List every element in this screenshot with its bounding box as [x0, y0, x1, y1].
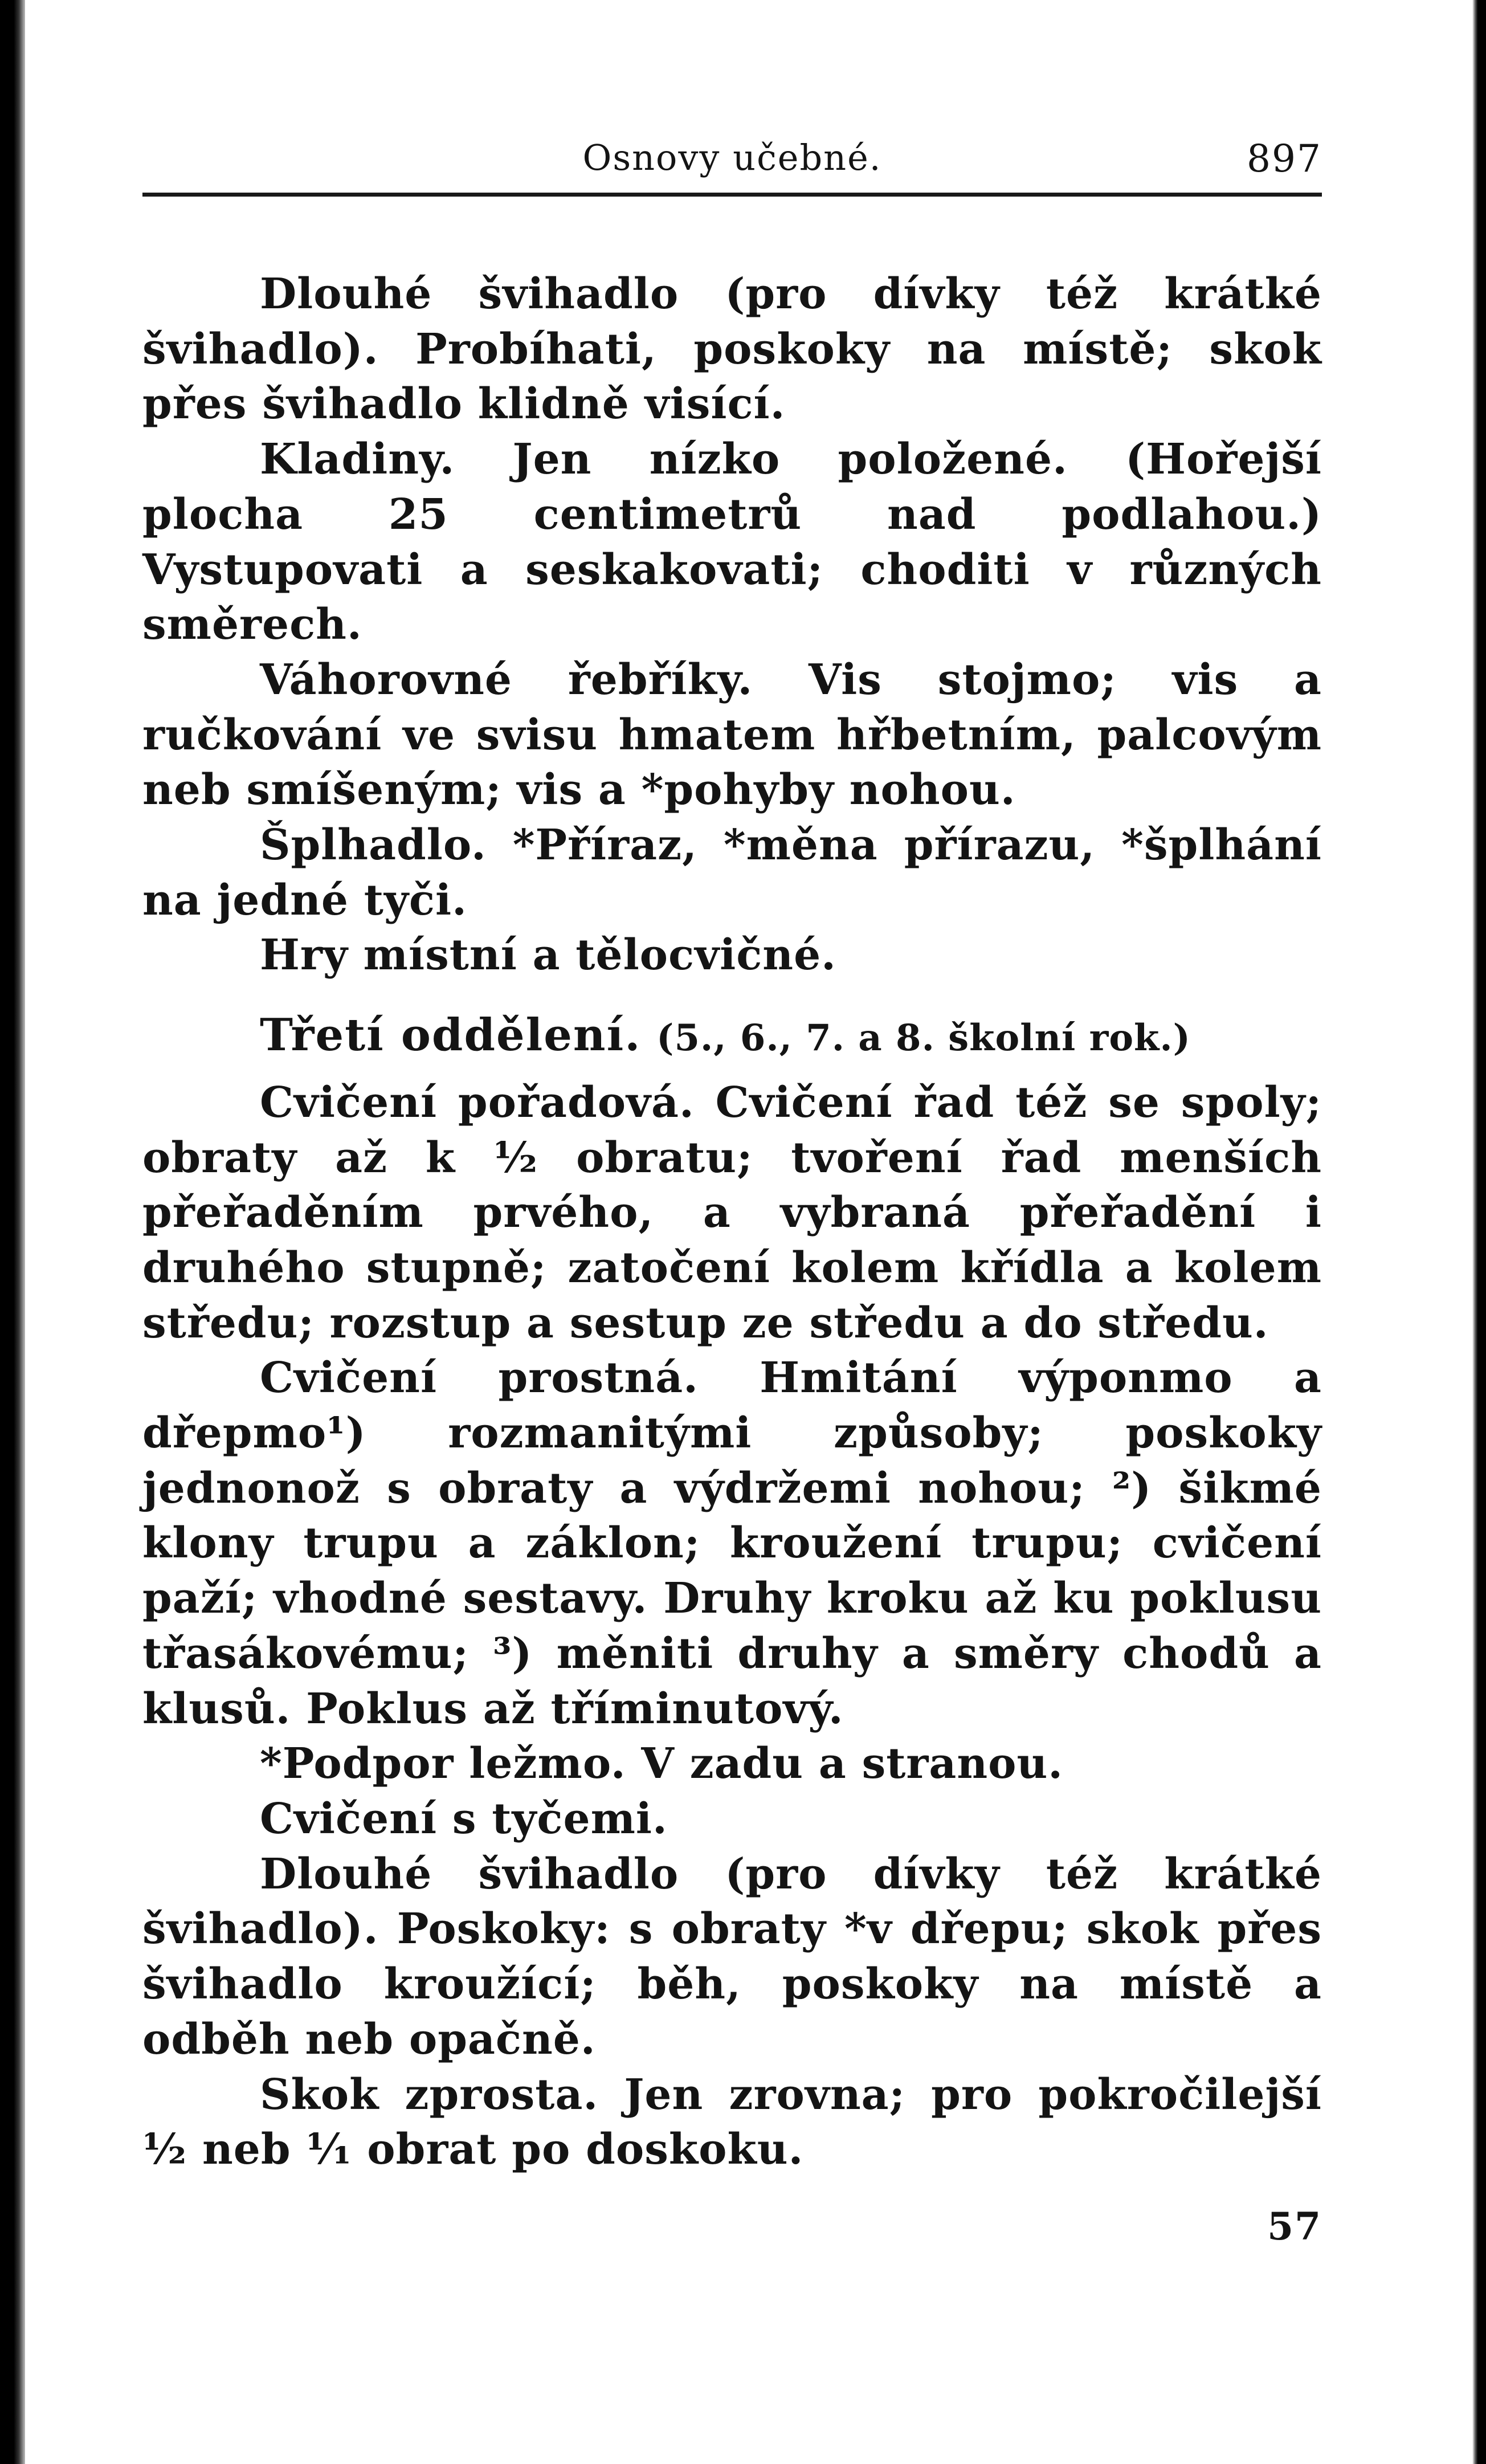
paragraph-podpor-lezmo: *Podpor ležmo. V zadu a stranou. — [260, 1739, 1064, 1789]
section-heading-lead: Třetí oddělení. — [260, 1009, 642, 1062]
paragraph-cviceni-s-tycemi: Cvičení s tyčemi. — [260, 1794, 668, 1843]
scan-edge-left — [0, 0, 25, 2464]
section-heading — [142, 1008, 1322, 1066]
paragraph-splhadlo: Šplhadlo. *Příraz, *měna přírazu, *šplhání na jedné tyči. — [142, 821, 1322, 925]
paragraph-cviceni-prostna: Cvičení prostná. Hmitání výponmo a dřepmo¹) rozmanitými způsoby; poskoky jednonož s obraty a výdržemi nohou; ²) šikmé klony trupu a záklon; kroužení trupu; cvičení paží; vhodné sestavy. Druhy kroku až ku poklusu třasákovému; ³) měniti druhy a směry chodů a klusů. Poklus až tříminutový. — [142, 1353, 1322, 1733]
paragraph-dlouhe-svihadlo-2: Dlouhé švihadlo (pro dívky též krátké švihadlo). Poskoky: s obraty *v dřepu; skok přes švihadlo kroužící; běh, poskoky na místě a odběh neb opačně. — [142, 1849, 1322, 2064]
signature-mark: 57 — [1267, 2204, 1322, 2249]
paragraph-vahorovne-rebriky: Váhorovné řebříky. Vis stojmo; vis a ručkování ve svisu hmatem hřbetním, palcovým neb smíšeným; vis a *pohyby nohou. — [142, 655, 1322, 815]
paragraph-hry: Hry místní a tělocvičné. — [260, 931, 836, 980]
body-text — [142, 267, 1322, 2177]
book-page — [142, 0, 1322, 2464]
header-rule — [142, 193, 1322, 197]
paragraph-dlouhe-svihadlo-1: Dlouhé švihadlo (pro dívky též krátké švihadlo). Probíhati, poskoky na místě; skok přes švihadlo klidně visící. — [142, 270, 1322, 429]
running-head — [142, 132, 1322, 195]
paragraph-skok-zprosta: Skok zprosta. Jen zrovna; pro pokročilejší ½ neb ¹⁄₁ obrat po doskoku. — [142, 2070, 1322, 2175]
paragraph-kladiny: Kladiny. Jen nízko položené. (Hořejší plocha 25 centimetrů nad podlahou.) Vystupovati a seskakovati; choditi v různých směrech. — [142, 435, 1322, 650]
scan-edge-right — [1472, 0, 1486, 2464]
running-title: Osnovy učebné. — [582, 137, 882, 178]
page-number: 897 — [1247, 137, 1322, 181]
paragraph-cviceni-poradova: Cvičení pořadová. Cvičení řad též se spoly; obraty až k ½ obratu; tvoření řad menších přeřaděním prvého, a vybraná přeřadění i druhého stupně; zatočení kolem křídla a kolem středu; rozstup a sestup ze středu a do středu. — [142, 1078, 1322, 1348]
section-heading-rest: (5., 6., 7. a 8. školní rok.) — [656, 1017, 1191, 1060]
